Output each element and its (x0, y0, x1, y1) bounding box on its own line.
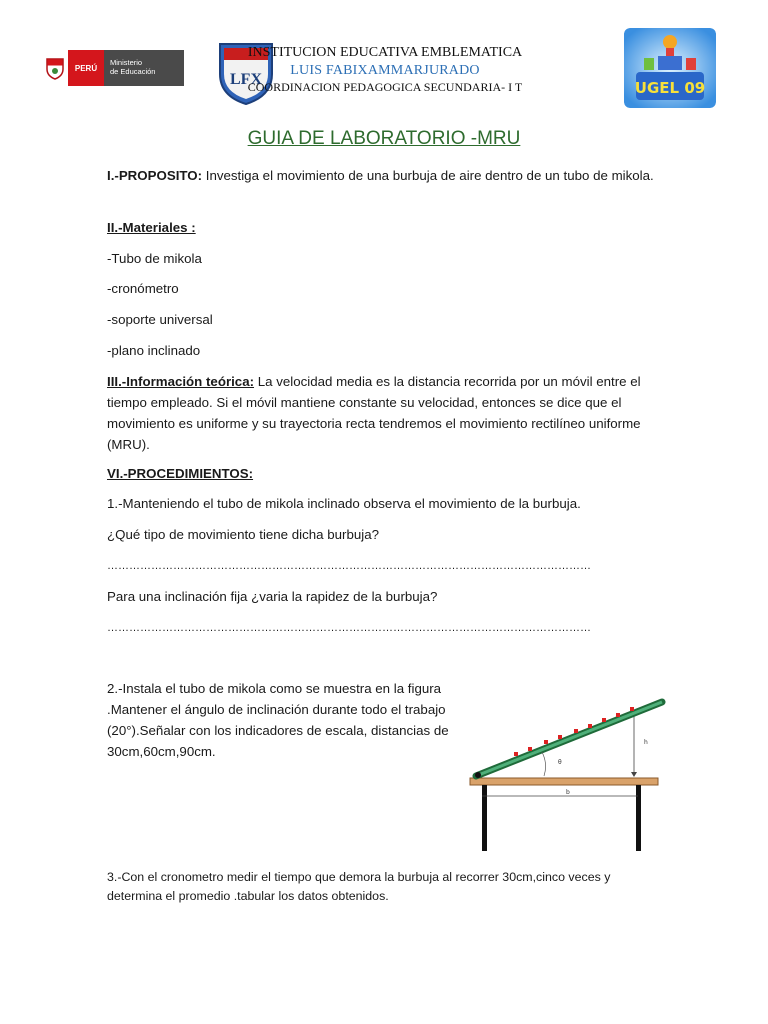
proposito-label: I.-PROPOSITO: (107, 168, 203, 183)
page-title: GUIA DE LABORATORIO -MRU (247, 128, 521, 149)
ministry-country: PERÚ (68, 50, 104, 86)
proposito-text: Investiga el movimiento de una burbuja de aire dentro de un tubo de mikola. (202, 168, 654, 183)
svg-text:LFX: LFX (230, 71, 262, 88)
step-2: 2.-Instala el tubo de mikola como se muestra en la figura .Mantener el ángulo de inclinación durante todo el trabajo (20°).Señalar con los indicadores de escala, distancias de 30cm,60cm,90cm. (107, 681, 449, 759)
step-1: 1.-Manteniendo el tubo de mikola inclinado observa el movimiento de la burbuja. (107, 496, 581, 511)
materiales-heading: II.-Materiales : (107, 220, 196, 235)
coordination-name: COORDINACION PEDAGOGICA SECUNDARIA- I T (247, 80, 523, 94)
material-item: -plano inclinado (107, 343, 201, 358)
svg-text:UGEL 09: UGEL 09 (634, 79, 706, 97)
step-3: 3.-Con el cronometro medir el tiempo que demora la burbuja al recorrer 30cm,cinco veces y determina el promedio .tabular los datos obtenidos. (107, 870, 611, 903)
answer-line-1: …………………………………………………………………………………………………………………… (107, 560, 591, 572)
material-item: -cronómetro (107, 281, 179, 296)
institution-name: INSTITUCION EDUCATIVA EMBLEMATICA (247, 45, 523, 60)
inclined-tube-figure (466, 694, 666, 854)
svg-text:h: h (644, 739, 648, 746)
proposito-paragraph (107, 165, 667, 186)
informacion-paragraph (107, 371, 667, 455)
question-2: Para una inclinación fija ¿varia la rapidez de la burbuja? (107, 589, 438, 604)
informacion-text: La velocidad media es la distancia recorrida por un móvil entre el tiempo empleado. Si el móvil mantiene constante su velocidad, entonces se dice que el movimiento es uniforme y su trayectoria recta tendremos el movimiento rectilíneo uniforme (MRU). (107, 374, 641, 452)
svg-text:θ: θ (558, 759, 562, 766)
school-name: LUIS FABIXAMMARJURADO (290, 63, 480, 78)
informacion-label: III.-Información teórica: (107, 374, 255, 389)
question-1: ¿Qué tipo de movimiento tiene dicha burbuja? (107, 527, 380, 542)
answer-line-2: …………………………………………………………………………………………………………………… (107, 622, 591, 634)
svg-text:b: b (566, 789, 570, 796)
ministry-name: Ministerio de Educación (104, 50, 184, 86)
material-item: -Tubo de mikola (107, 251, 202, 266)
material-item: -soporte universal (107, 312, 213, 327)
procedimientos-heading: VI.-PROCEDIMIENTOS: (107, 466, 254, 481)
peru-shield-icon (42, 50, 68, 86)
ugel-logo-icon (624, 28, 716, 108)
